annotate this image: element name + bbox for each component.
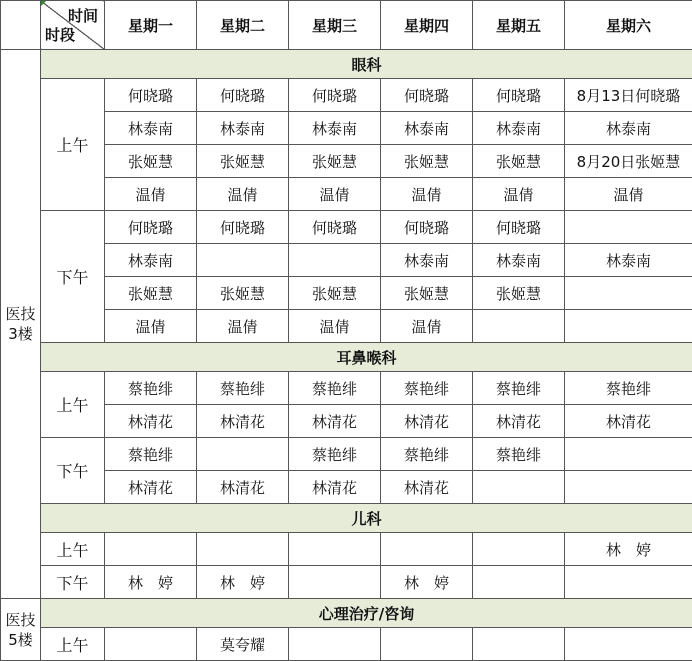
doctor-cell: 温倩 [381, 310, 473, 343]
doctor-cell: 林清花 [105, 405, 197, 438]
doctor-cell [197, 438, 289, 471]
header-row [1, 1, 692, 50]
day-header-mon: 星期一 [105, 1, 197, 50]
doctor-cell: 林清花 [473, 405, 565, 438]
doctor-cell: 林泰南 [473, 244, 565, 277]
period-label-morning: 上午 [41, 533, 105, 566]
corner-time-label: 时间 [68, 5, 98, 26]
period-label-afternoon: 下午 [41, 211, 105, 343]
corner-cell [41, 1, 105, 50]
schedule-row [1, 405, 692, 438]
doctor-cell [473, 310, 565, 343]
floor-label-f5 [1, 599, 41, 661]
schedule-row [1, 178, 692, 211]
doctor-cell: 温倩 [381, 178, 473, 211]
doctor-cell: 林清花 [105, 471, 197, 504]
schedule-row [1, 372, 692, 405]
section-title: 儿科 [41, 504, 692, 533]
floor-building: 医技 [1, 610, 40, 630]
schedule-row [1, 277, 692, 310]
doctor-cell [473, 471, 565, 504]
doctor-cell: 蔡艳绯 [105, 372, 197, 405]
corner-period-label: 时段 [45, 24, 75, 45]
schedule-row [1, 79, 692, 112]
doctor-cell: 何晓璐 [289, 211, 381, 244]
doctor-cell: 林泰南 [105, 244, 197, 277]
section-row-ent [1, 343, 692, 372]
doctor-cell: 张姬慧 [289, 145, 381, 178]
doctor-cell: 张姬慧 [197, 145, 289, 178]
doctor-cell: 林泰南 [381, 244, 473, 277]
doctor-cell [381, 628, 473, 661]
doctor-cell [565, 438, 692, 471]
period-label-morning: 上午 [41, 79, 105, 211]
doctor-cell [289, 244, 381, 277]
doctor-cell: 蔡艳绯 [289, 438, 381, 471]
floor-building: 医技 [1, 304, 40, 324]
day-header-fri: 星期五 [473, 1, 565, 50]
doctor-cell: 何晓璐 [105, 211, 197, 244]
doctor-cell [105, 628, 197, 661]
doctor-cell: 蔡艳绯 [381, 438, 473, 471]
doctor-cell: 蔡艳绯 [381, 372, 473, 405]
period-label-morning: 上午 [41, 628, 105, 661]
header-blank-cell [1, 1, 41, 50]
doctor-cell [105, 533, 197, 566]
doctor-cell [289, 533, 381, 566]
doctor-cell: 林清花 [289, 405, 381, 438]
schedule-row [1, 628, 692, 661]
schedule-row [1, 566, 692, 599]
doctor-cell: 8月13日何晓璐 [565, 79, 692, 112]
schedule-row [1, 438, 692, 471]
doctor-cell: 温倩 [105, 178, 197, 211]
doctor-cell [473, 566, 565, 599]
doctor-cell: 林清花 [289, 471, 381, 504]
doctor-cell: 张姬慧 [105, 277, 197, 310]
doctor-cell: 蔡艳绯 [473, 372, 565, 405]
doctor-cell: 何晓璐 [105, 79, 197, 112]
section-row-ped [1, 504, 692, 533]
doctor-cell [381, 533, 473, 566]
doctor-cell: 张姬慧 [197, 277, 289, 310]
doctor-cell: 林泰南 [473, 112, 565, 145]
period-label-afternoon: 下午 [41, 566, 105, 599]
day-header-wed: 星期三 [289, 1, 381, 50]
doctor-cell: 何晓璐 [381, 211, 473, 244]
doctor-cell: 林 婷 [105, 566, 197, 599]
doctor-cell: 蔡艳绯 [289, 372, 381, 405]
doctor-cell: 何晓璐 [381, 79, 473, 112]
doctor-cell: 温倩 [565, 178, 692, 211]
doctor-cell: 8月20日张姬慧 [565, 145, 692, 178]
doctor-cell: 蔡艳绯 [473, 438, 565, 471]
doctor-cell: 林泰南 [381, 112, 473, 145]
doctor-cell: 林清花 [381, 471, 473, 504]
doctor-cell: 张姬慧 [381, 145, 473, 178]
doctor-cell [289, 628, 381, 661]
doctor-cell: 何晓璐 [473, 211, 565, 244]
doctor-cell: 张姬慧 [289, 277, 381, 310]
doctor-cell: 温倩 [289, 310, 381, 343]
doctor-cell [289, 566, 381, 599]
doctor-cell: 林清花 [197, 405, 289, 438]
floor-label-f3 [1, 50, 41, 599]
doctor-cell: 张姬慧 [381, 277, 473, 310]
floor-level: 5楼 [1, 630, 40, 650]
section-title: 心理治疗/咨询 [41, 599, 692, 628]
doctor-cell: 何晓璐 [197, 211, 289, 244]
day-header-thu: 星期四 [381, 1, 473, 50]
doctor-cell: 温倩 [105, 310, 197, 343]
doctor-cell: 林 婷 [381, 566, 473, 599]
doctor-cell: 林泰南 [565, 112, 692, 145]
doctor-cell [565, 310, 692, 343]
doctor-cell: 何晓璐 [197, 79, 289, 112]
doctor-cell [197, 533, 289, 566]
doctor-cell: 林泰南 [197, 112, 289, 145]
doctor-cell: 蔡艳绯 [197, 372, 289, 405]
period-label-morning: 上午 [41, 372, 105, 438]
corner-marker [41, 1, 46, 6]
doctor-cell: 林清花 [381, 405, 473, 438]
doctor-cell [473, 533, 565, 566]
doctor-cell [565, 277, 692, 310]
schedule-row [1, 471, 692, 504]
doctor-cell: 何晓璐 [289, 79, 381, 112]
doctor-cell: 何晓璐 [473, 79, 565, 112]
schedule-row [1, 211, 692, 244]
doctor-cell: 林泰南 [105, 112, 197, 145]
section-title: 眼科 [41, 50, 692, 79]
doctor-cell [565, 566, 692, 599]
day-header-sat: 星期六 [565, 1, 692, 50]
doctor-cell: 蔡艳绯 [565, 372, 692, 405]
schedule-row [1, 112, 692, 145]
schedule-row [1, 533, 692, 566]
schedule-row [1, 310, 692, 343]
doctor-cell: 张姬慧 [473, 145, 565, 178]
floor-level: 3楼 [1, 324, 40, 344]
doctor-cell: 林 婷 [565, 533, 692, 566]
doctor-cell: 张姬慧 [105, 145, 197, 178]
doctor-cell: 林清花 [197, 471, 289, 504]
doctor-cell: 林清花 [565, 405, 692, 438]
doctor-cell [565, 211, 692, 244]
section-row-psy [1, 599, 692, 628]
schedule-row [1, 145, 692, 178]
doctor-cell: 林 婷 [197, 566, 289, 599]
section-row-eye [1, 50, 692, 79]
doctor-cell: 林泰南 [565, 244, 692, 277]
doctor-cell [565, 628, 692, 661]
schedule-row [1, 244, 692, 277]
period-label-afternoon: 下午 [41, 438, 105, 504]
doctor-cell: 温倩 [197, 178, 289, 211]
doctor-cell: 林泰南 [289, 112, 381, 145]
section-title: 耳鼻喉科 [41, 343, 692, 372]
doctor-cell: 蔡艳绯 [105, 438, 197, 471]
doctor-cell [197, 244, 289, 277]
doctor-cell [473, 628, 565, 661]
day-header-tue: 星期二 [197, 1, 289, 50]
doctor-cell: 温倩 [473, 178, 565, 211]
doctor-cell: 张姬慧 [473, 277, 565, 310]
doctor-cell: 温倩 [197, 310, 289, 343]
doctor-cell: 莫夸耀 [197, 628, 289, 661]
doctor-cell [565, 471, 692, 504]
doctor-cell: 温倩 [289, 178, 381, 211]
